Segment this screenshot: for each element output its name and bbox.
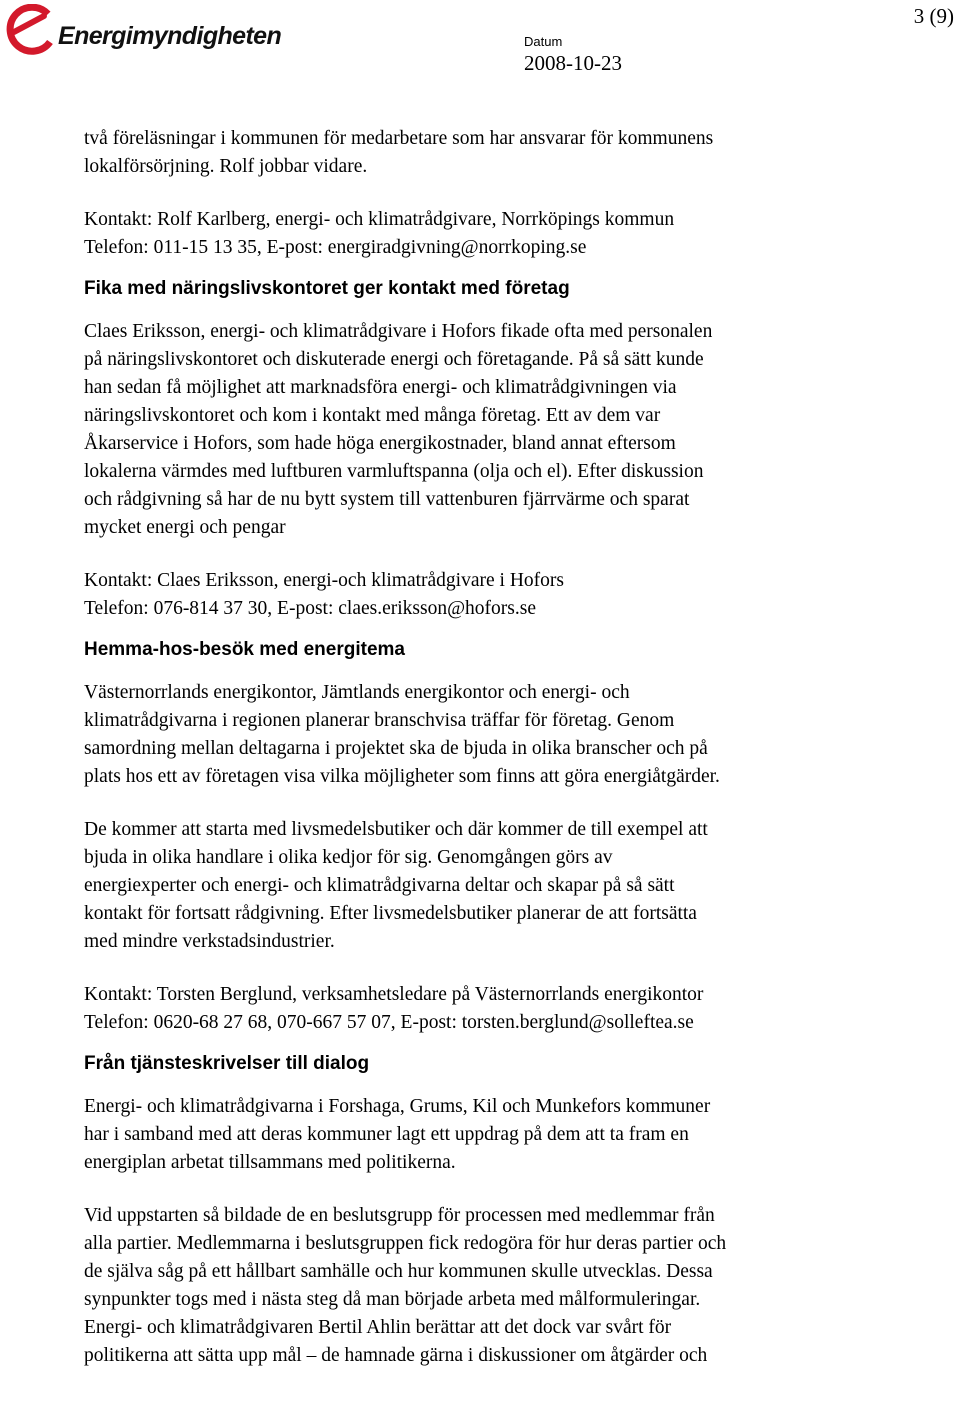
contact-line: Kontakt: Torsten Berglund, verksamhetsledare på Västernorrlands energikontor	[84, 984, 704, 1005]
paragraph-line: De kommer att starta med livsmedelsbutiker och där kommer de till exempel att	[84, 819, 708, 840]
paragraph-line: Vid uppstarten så bildade de en beslutsgrupp för processen med medlemmar från	[84, 1205, 715, 1226]
section-heading: Fika med näringslivskontoret ger kontakt med företag	[84, 278, 570, 299]
paragraph-line: samordning mellan deltagarna i projektet ska de bjuda in olika branscher och på	[84, 738, 708, 759]
paragraph-line: på näringslivskontoret och diskuterade energi och företagande. På så sätt kunde	[84, 349, 704, 370]
paragraph-line: mycket energi och pengar	[84, 517, 286, 538]
paragraph-line: plats hos ett av företagen visa vilka möjligheter som finns att göra energiåtgärder.	[84, 766, 720, 787]
paragraph-line: Energi- och klimatrådgivaren Bertil Ahlin berättar att det dock var svårt för	[84, 1317, 672, 1338]
paragraph-line: synpunkter togs med i nästa steg då man började arbeta med målformuleringar.	[84, 1289, 701, 1310]
paragraph-line: energiplan arbetat tillsammans med politikerna.	[84, 1152, 456, 1173]
section-heading: Från tjänsteskrivelser till dialog	[84, 1053, 370, 1074]
paragraph-line: de själva såg på ett hållbart samhälle och hur kommunen skulle utvecklas. Dessa	[84, 1261, 713, 1282]
contact-line: Telefon: 011-15 13 35, E-post: energiradgivning@norrkoping.se	[84, 237, 587, 258]
paragraph-line: bjuda in olika handlare i olika kedjor för sig. Genomgången görs av	[84, 847, 613, 868]
paragraph-line: lokalförsörjning. Rolf jobbar vidare.	[84, 156, 368, 177]
paragraph-line: alla partier. Medlemmarna i beslutsgruppen fick redogöra för hur deras partier och	[84, 1233, 727, 1254]
paragraph-line: energiexperter och energi- och klimatrådgivarna deltar och skapar på så sätt	[84, 875, 675, 896]
contact-line: Kontakt: Rolf Karlberg, energi- och klimatrådgivare, Norrköpings kommun	[84, 209, 675, 230]
paragraph-line: Energi- och klimatrådgivarna i Forshaga, Grums, Kil och Munkefors kommuner	[84, 1096, 711, 1117]
paragraph-line: lokalerna värmdes med luftburen varmluftspanna (olja och el). Efter diskussion	[84, 461, 704, 482]
contact-line: Telefon: 0620-68 27 68, 070-667 57 07, E-post: torsten.berglund@solleftea.se	[84, 1012, 694, 1033]
energimyndigheten-logo-icon	[4, 4, 56, 56]
paragraph-line: har i samband med att deras kommuner lagt ett uppdrag på dem att ta fram en	[84, 1124, 689, 1145]
paragraph-line: näringslivskontoret och kom i kontakt med många företag. Ett av dem var	[84, 405, 661, 426]
contact-line: Kontakt: Claes Eriksson, energi-och klimatrådgivare i Hofors	[84, 570, 564, 591]
paragraph-line: Västernorrlands energikontor, Jämtlands energikontor och energi- och	[84, 682, 630, 703]
paragraph-line: och rådgivning så har de nu bytt system till vattenburen fjärrvärme och sparat	[84, 489, 690, 510]
paragraph-line: med mindre verkstadsindustrier.	[84, 931, 335, 952]
paragraph-line: kontakt för fortsatt rådgivning. Efter livsmedelsbutiker planerar de att fortsätta	[84, 903, 697, 924]
paragraph-line: två föreläsningar i kommunen för medarbetare som har ansvarar för kommunens	[84, 128, 714, 149]
document-body	[84, 125, 904, 1370]
paragraph-line: Claes Eriksson, energi- och klimatrådgivare i Hofors fikade ofta med personalen	[84, 321, 713, 342]
paragraph-line: politikerna att sätta upp mål – de hamnade gärna i diskussioner om åtgärder och	[84, 1345, 708, 1366]
page-number: 3 (9)	[913, 4, 954, 28]
paragraph-line: Åkarservice i Hofors, som hade höga energikostnader, bland annat eftersom	[84, 433, 676, 454]
logo-text: Energimyndigheten	[58, 22, 282, 50]
date-value: 2008-10-23	[524, 51, 622, 75]
section-heading: Hemma-hos-besök med energitema	[84, 639, 405, 660]
date-label: Datum	[524, 34, 563, 49]
paragraph-line: klimatrådgivarna i regionen planerar branschvisa träffar för företag. Genom	[84, 710, 675, 731]
contact-line: Telefon: 076-814 37 30, E-post: claes.eriksson@hofors.se	[84, 598, 537, 619]
paragraph-line: han sedan få möjlighet att marknadsföra energi- och klimatrådgivningen via	[84, 377, 677, 398]
